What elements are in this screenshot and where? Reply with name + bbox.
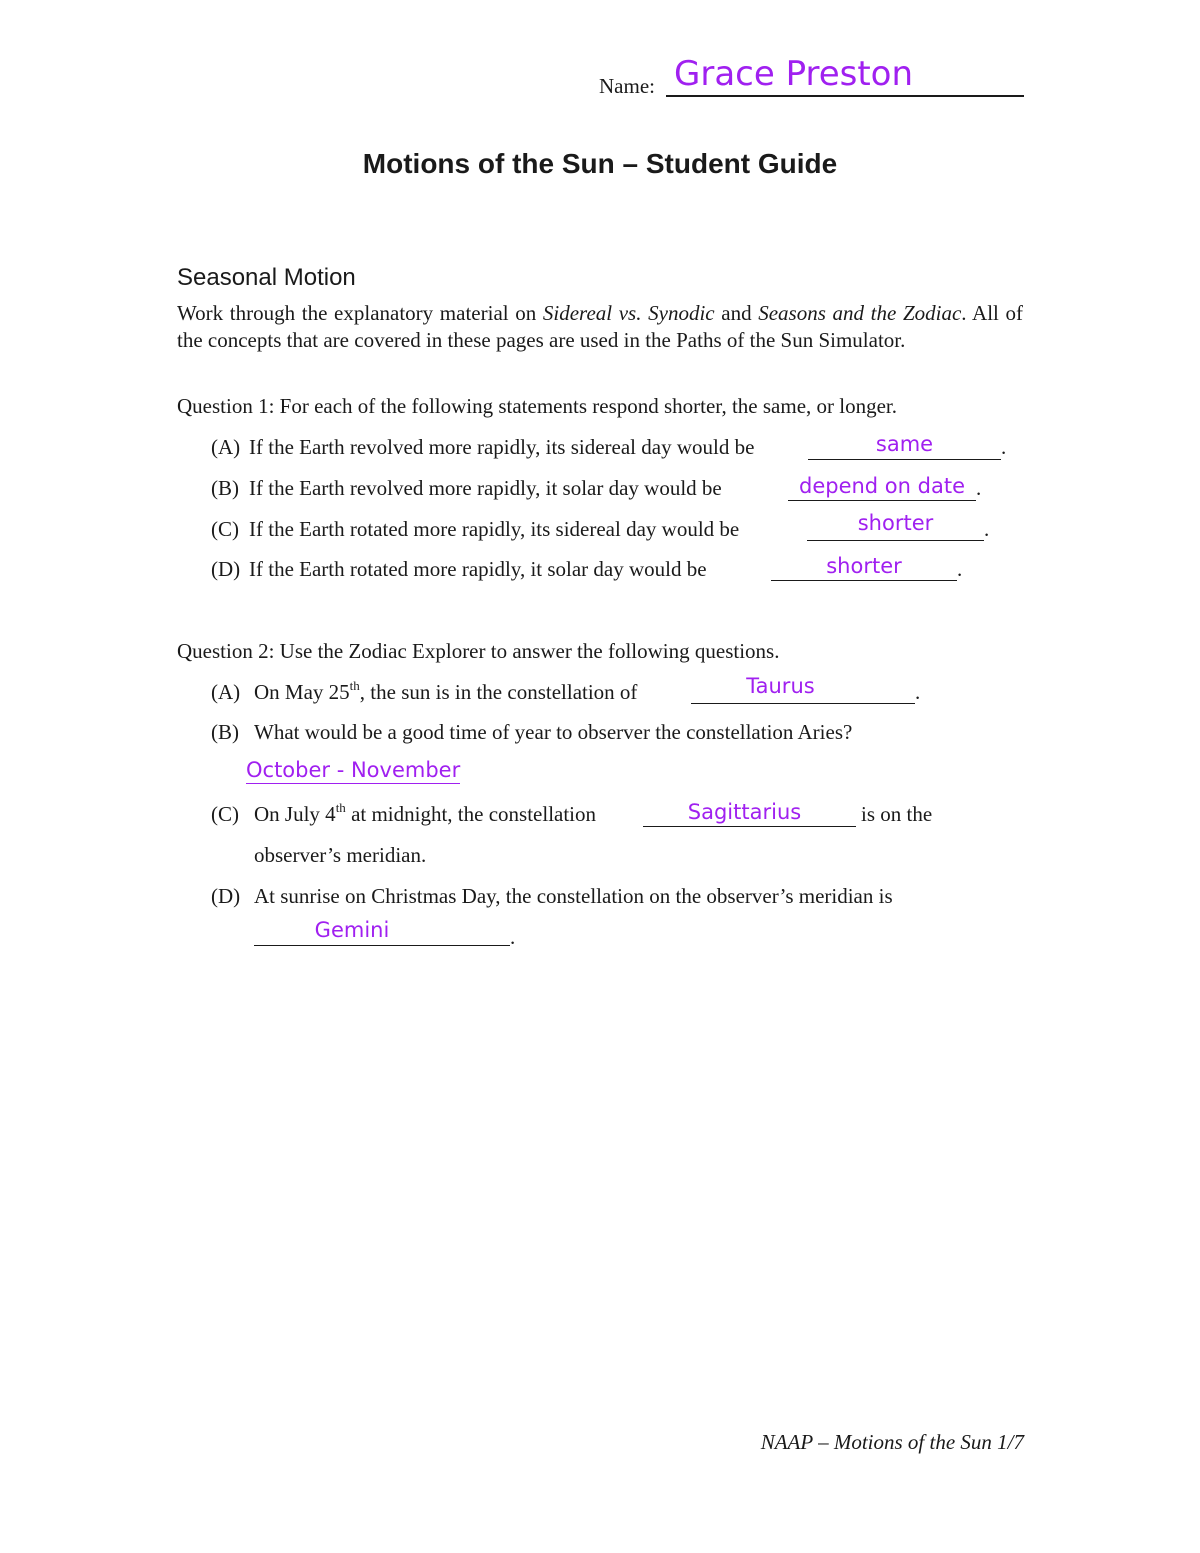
q1d-text: If the Earth rotated more rapidly, it solar day would be (249, 557, 707, 581)
q1c-answer: shorter (857, 511, 934, 535)
q2a-end: . (915, 680, 921, 704)
q2a-sup: th (349, 678, 360, 693)
q2d-answer: Gemini (314, 918, 390, 942)
q1d-answer-blank (771, 551, 957, 581)
q2d-answer-blank (254, 916, 510, 946)
intro-text-2: and (714, 301, 759, 325)
q2c-text-before: On July 4 (254, 802, 336, 826)
q1d-letter: (D) (211, 557, 241, 581)
name-underline (666, 95, 1024, 97)
question1-prompt: Question 1: For each of the following statements respond shorter, the same, or longer. (177, 394, 897, 418)
q1b-answer-blank (788, 471, 976, 501)
q1d-answer: shorter (826, 554, 902, 578)
q2a-answer-blank (691, 674, 915, 704)
q2d-text: At sunrise on Christmas Day, the constellation on the observer’s meridian is (254, 884, 893, 908)
q2c-text-end: is on the (861, 802, 933, 826)
q1d-underline (771, 580, 957, 581)
q1c-text: If the Earth rotated more rapidly, its sidereal day would be (249, 517, 740, 541)
q1a-text: If the Earth revolved more rapidly, its sidereal day would be (249, 435, 755, 459)
q2c-answer: Sagittarius (687, 800, 802, 824)
intro-text-1: Work through the explanatory material on (177, 301, 543, 325)
q2b-answer: October - November (246, 758, 461, 782)
q2c-letter: (C) (211, 802, 239, 826)
q1a-letter: (A) (211, 435, 241, 459)
q1b-end: . (976, 476, 982, 500)
q2c-text-after: at midnight, the constellation (345, 802, 597, 826)
q1c-underline (807, 540, 984, 541)
q2c-text (254, 802, 596, 827)
q2a-text (254, 680, 637, 705)
intro-text-3: . All of the concepts that are covered in these pages are used in the Paths of the Sun Simulator. (177, 301, 1023, 352)
q1c-answer-blank (807, 511, 984, 541)
q1a-answer-blank (808, 430, 1001, 460)
section-heading: Seasonal Motion (177, 264, 356, 291)
page-title: Motions of the Sun – Student Guide (362, 148, 838, 179)
q2d-letter: (D) (211, 884, 241, 908)
q1a-underline (808, 459, 1001, 460)
q1a-end: . (1001, 435, 1007, 459)
q2d-underline (254, 945, 510, 946)
q2c-sup: th (335, 800, 346, 815)
intro-italic-2: Seasons and the Zodiac (758, 301, 962, 325)
q1b-answer: depend on date (798, 474, 965, 498)
question2-prompt: Question 2: Use the Zodiac Explorer to answer the following questions. (177, 639, 780, 663)
name-value: Grace Preston (674, 54, 914, 94)
q2a-answer: Taurus (746, 674, 815, 698)
q2a-text-after: , the sun is in the constellation of (359, 680, 638, 704)
q2b-text: What would be a good time of year to observer the constellation Aries? (254, 720, 853, 744)
q1b-text: If the Earth revolved more rapidly, it solar day would be (249, 476, 722, 500)
q2a-text-before: On May 25 (254, 680, 350, 704)
name-label: Name: (599, 74, 655, 98)
q1c-letter: (C) (211, 517, 239, 541)
q1a-answer: same (875, 432, 934, 456)
q1d-end: . (957, 557, 963, 581)
page-footer: NAAP – Motions of the Sun 1/7 (760, 1430, 1024, 1454)
q2a-underline (691, 703, 915, 704)
q2a-letter: (A) (211, 680, 241, 704)
intro-paragraph (177, 300, 1023, 354)
intro-italic-1: Sidereal vs. Synodic (542, 301, 715, 325)
q2c-underline (643, 826, 856, 827)
q1c-end: . (984, 517, 990, 541)
q1b-underline (788, 500, 976, 501)
q2d-end: . (510, 925, 516, 949)
q2c-answer-blank (643, 797, 856, 827)
q2c-line2: observer’s meridian. (254, 843, 427, 867)
q2b-letter: (B) (211, 720, 239, 744)
q1b-letter: (B) (211, 476, 239, 500)
